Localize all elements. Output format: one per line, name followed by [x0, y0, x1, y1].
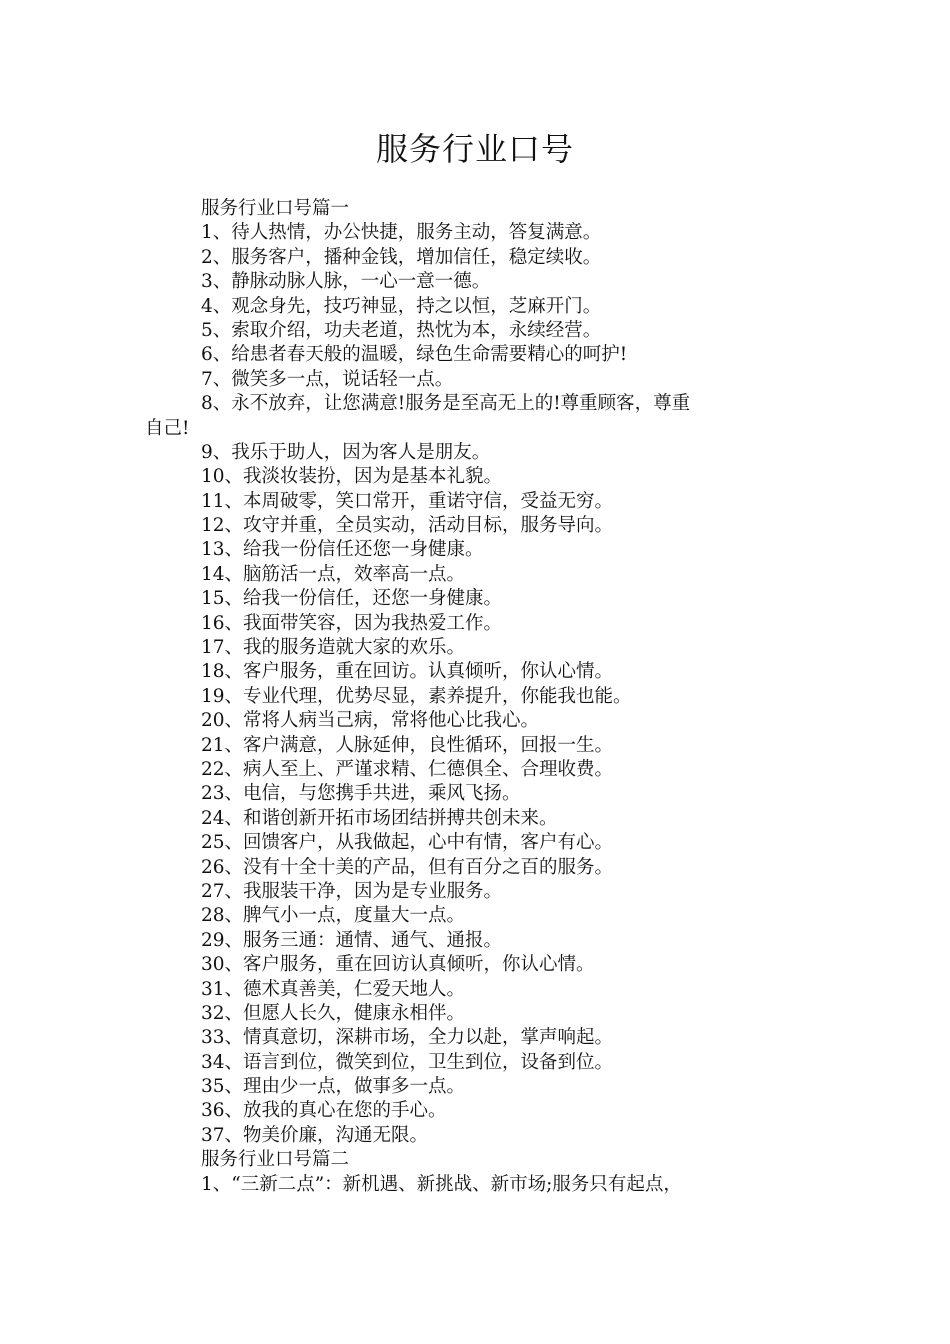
text-line: 34、语言到位，微笑到位，卫生到位，设备到位。 — [201, 1051, 614, 1073]
text-line: 21、客户满意，人脉延伸，良性循环，回报一生。 — [201, 734, 614, 756]
text-line: 17、我的服务造就大家的欢乐。 — [201, 637, 466, 659]
text-line: 9、我乐于助人，因为客人是朋友。 — [201, 441, 491, 463]
text-line: 33、情真意切，深耕市场，全力以赴，掌声响起。 — [201, 1027, 614, 1049]
text-line: 26、没有十全十美的产品，但有百分之百的服务。 — [201, 856, 614, 878]
text-line: 服务行业口号篇二 — [201, 1149, 350, 1171]
text-line: 20、常将人病当己病，常将他心比我心。 — [201, 710, 540, 732]
text-line: 29、服务三通：通情、通气、通报。 — [201, 929, 503, 951]
text-line: 自己! — [145, 417, 190, 439]
text-line: 12、攻守并重，全员实动，活动目标，服务导向。 — [201, 515, 614, 537]
text-line: 14、脑筋活一点，效率高一点。 — [201, 563, 466, 585]
text-line: 22、病人至上、严谨求精、仁德俱全、合理收费。 — [201, 758, 614, 780]
text-line: 37、物美价廉，沟通无限。 — [201, 1124, 429, 1146]
text-line: 4、观念身先，技巧神显，持之以恒，芝麻开门。 — [201, 295, 602, 317]
text-line: 1、待人热情，办公快捷，服务主动，答复满意。 — [201, 222, 602, 244]
text-line: 19、专业代理，优势尽显，素养提升，你能我也能。 — [201, 685, 632, 707]
text-line: 11、本周破零，笑口常开，重诺守信，受益无穷。 — [201, 490, 614, 512]
text-line: 18、客户服务，重在回访。认真倾听，你认心情。 — [201, 661, 614, 683]
text-line: 32、但愿人长久，健康永相伴。 — [201, 1002, 466, 1024]
text-line: 6、给患者春天般的温暖，绿色生命需要精心的呵护! — [201, 344, 628, 366]
text-line: 24、和谐创新开拓市场团结拼搏共创未来。 — [201, 807, 558, 829]
text-line: 15、给我一份信任，还您一身健康。 — [201, 588, 503, 610]
text-line: 23、电信，与您携手共进，乘风飞扬。 — [201, 783, 521, 805]
text-line: 35、理由少一点，做事多一点。 — [201, 1076, 466, 1098]
text-line: 10、我淡妆装扮，因为是基本礼貌。 — [201, 466, 503, 488]
text-line: 16、我面带笑容，因为我热爱工作。 — [201, 612, 503, 634]
text-line: 28、脾气小一点，度量大一点。 — [201, 905, 466, 927]
text-line: 36、放我的真心在您的手心。 — [201, 1100, 447, 1122]
text-line: 服务行业口号篇一 — [201, 198, 350, 219]
text-line: 7、微笑多一点，说话轻一点。 — [201, 368, 454, 390]
document-body — [145, 197, 815, 1197]
text-line: 13、给我一份信任还您一身健康。 — [201, 539, 484, 561]
text-line: 2、服务客户，播种金钱，增加信任，稳定续收。 — [201, 246, 602, 268]
text-line: 31、德术真善美，仁爱天地人。 — [201, 978, 466, 1000]
text-line: 3、静脉动脉人脉，一心一意一德。 — [201, 271, 491, 293]
text-line: 27、我服装干净，因为是专业服务。 — [201, 880, 503, 902]
text-line: 1、“三新二点”：新机遇、新挑战、新市场;服务只有起点， — [201, 1173, 682, 1195]
text-line: 8、永不放弃，让您满意!服务是至高无上的!尊重顾客，尊重 — [201, 393, 691, 415]
text-line: 25、回馈客户，从我做起，心中有情，客户有心。 — [201, 832, 614, 854]
text-line: 5、索取介绍，功夫老道，热忱为本，永续经营。 — [201, 319, 602, 341]
page-title: 服务行业口号 — [375, 130, 574, 168]
text-line: 30、客户服务，重在回访认真倾听，你认心情。 — [201, 954, 595, 976]
